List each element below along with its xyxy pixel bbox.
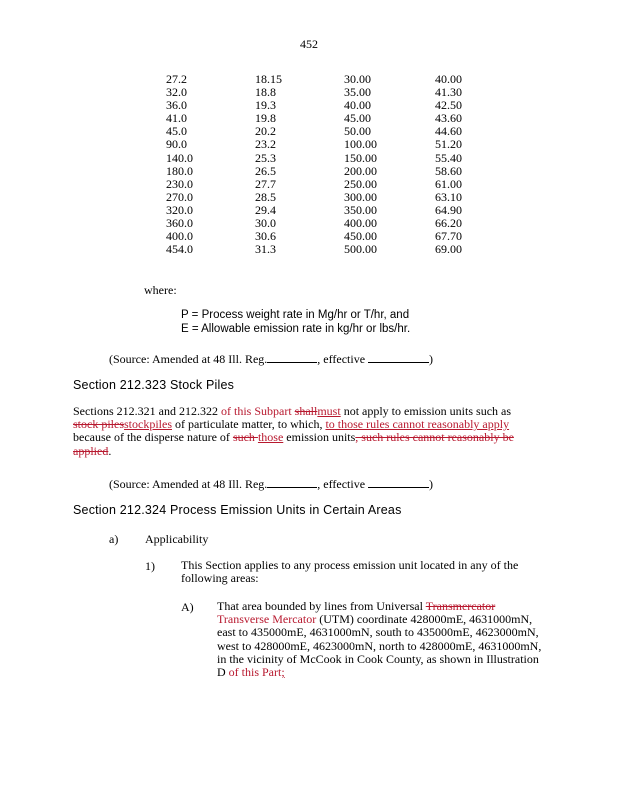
section-323-heading: Section 212.323 Stock Piles — [73, 378, 235, 392]
s323-inserted-must: must — [317, 404, 341, 418]
s323-inserted-rules: to those rules cannot reasonably apply — [325, 417, 510, 432]
item-A-deleted-transmercator: Transmercator — [425, 599, 496, 613]
table-cell: 40.00 — [435, 72, 462, 86]
s323-insert-subpart: of this Subpart — [221, 404, 295, 418]
table-cell: 30.00 — [344, 72, 371, 86]
table-cell: 18.15 — [255, 72, 282, 86]
table-cell: 42.50 — [435, 98, 462, 113]
s323-text-5: emission units — [283, 430, 356, 445]
table-row — [166, 165, 495, 178]
table-cell: 31.3 — [255, 242, 276, 257]
table-cell: 43.60 — [435, 111, 462, 126]
s323-text-6: . — [108, 443, 112, 458]
table-row — [166, 178, 495, 191]
table-cell: 45.0 — [166, 124, 187, 139]
table-cell: 41.0 — [166, 111, 187, 126]
table-cell: 28.5 — [255, 189, 276, 204]
table-cell: 40.00 — [344, 98, 371, 113]
table-cell: 69.00 — [435, 242, 462, 257]
item-a-marker: a) — [109, 532, 119, 546]
section-323-text — [73, 405, 525, 458]
table-cell: 150.00 — [344, 150, 377, 165]
table-row — [166, 191, 495, 204]
table-cell: 41.30 — [435, 85, 462, 100]
item-1-text: This Section applies to any process emission unit located in any of the following areas: — [181, 558, 519, 586]
table-cell: 27.7 — [255, 176, 276, 191]
table-cell: 36.0 — [166, 98, 187, 113]
table-cell: 20.2 — [255, 124, 276, 139]
table-cell: 200.00 — [344, 163, 377, 178]
page-number: 452 — [300, 37, 318, 51]
emission-table — [166, 73, 495, 256]
table-cell: 64.90 — [435, 202, 462, 217]
s323-inserted-stockpiles: stockpiles — [124, 417, 172, 432]
item-A-inserted-of-this-part: of this Part — [228, 665, 282, 680]
table-cell: 63.10 — [435, 189, 462, 204]
table-cell: 360.0 — [166, 216, 193, 231]
table-cell: 400.00 — [344, 216, 377, 231]
s323-deleted-stock-piles: stock piles — [73, 417, 124, 432]
s323-deleted-such: such — [232, 430, 258, 445]
section-324-heading: Section 212.324 Process Emission Units in Certain Areas — [73, 503, 402, 517]
table-cell: 400.0 — [166, 229, 193, 244]
table-cell: 19.3 — [255, 98, 276, 113]
table-cell: 30.6 — [255, 229, 276, 244]
table-cell: 320.0 — [166, 202, 193, 217]
source-middle: , effective — [317, 352, 369, 366]
table-row — [166, 243, 495, 256]
table-cell: 450.00 — [344, 229, 377, 244]
s323-deleted-clause: , such rules cannot reasonably be applied — [73, 430, 514, 458]
source-suffix: ) — [429, 352, 434, 366]
table-cell: 29.4 — [255, 202, 276, 217]
s323-text-4: because of the disperse nature of — [73, 430, 233, 445]
table-cell: 23.2 — [255, 137, 276, 152]
table-cell: 58.60 — [435, 163, 462, 178]
table-cell: 180.0 — [166, 163, 193, 178]
table-cell: 32.0 — [166, 85, 187, 100]
table-cell: 30.0 — [255, 216, 276, 231]
definition-p: P = Process weight rate in Mg/hr or T/hr, and — [181, 309, 410, 321]
table-cell: 55.40 — [435, 150, 462, 165]
table-cell: 35.00 — [344, 85, 371, 100]
table-cell: 250.00 — [344, 176, 377, 191]
table-cell: 90.0 — [166, 137, 187, 152]
table-cell: 100.00 — [344, 137, 377, 152]
item-a-label: Applicability — [145, 532, 209, 546]
s323-deleted-shall: shall — [294, 404, 318, 418]
source-prefix: (Source: Amended at 48 Ill. Reg. — [109, 352, 268, 366]
item-1-marker: 1) — [145, 559, 155, 573]
table-cell: 19.8 — [255, 111, 276, 126]
source-blank-effective — [368, 351, 429, 363]
s323-text-1: Sections 212.321 and 212.322 — [73, 404, 221, 418]
where-label: where: — [144, 283, 177, 297]
table-cell: 454.0 — [166, 242, 193, 257]
source-prefix-2: (Source: Amended at 48 Ill. Reg. — [109, 477, 268, 491]
table-cell: 61.00 — [435, 176, 462, 191]
table-cell: 300.00 — [344, 189, 377, 204]
table-cell: 350.00 — [344, 202, 377, 217]
source-note-2 — [109, 476, 433, 492]
s323-inserted-those: those — [257, 430, 284, 445]
item-A-marker: A) — [181, 600, 194, 614]
table-cell: 140.0 — [166, 150, 193, 165]
source-blank-register-2 — [267, 476, 317, 488]
table-cell: 270.0 — [166, 189, 193, 204]
table-cell: 230.0 — [166, 176, 193, 191]
table-cell: 66.20 — [435, 216, 462, 231]
table-cell: 500.00 — [344, 242, 377, 257]
table-cell: 27.2 — [166, 72, 187, 86]
table-row — [166, 152, 495, 165]
item-A-text-2: (UTM) coordinate 428000mE, 4631000mN, east to 435000mE, 4631000mN, south to 435000mE, 4623000mN, west to 428000mE, 4623000mN, north to 428000mE, 4631000mN, in the vicinity of McCook in Cook County, as shown in Illustration D — [217, 612, 542, 680]
item-A-text-1: That area bounded by lines from Universal — [217, 599, 426, 613]
definition-e: E = Allowable emission rate in kg/hr or lbs/hr. — [181, 323, 411, 335]
table-cell: 50.00 — [344, 124, 371, 139]
table-cell: 26.5 — [255, 163, 276, 178]
table-row — [166, 138, 495, 151]
s323-text-3: of particulate matter, to which, — [172, 417, 326, 432]
table-cell: 18.8 — [255, 85, 276, 100]
table-cell: 67.70 — [435, 229, 462, 244]
source-blank-register — [267, 351, 317, 363]
source-blank-effective-2 — [368, 476, 429, 488]
item-A-text — [217, 600, 547, 679]
s323-text-2: not apply to emission units such as — [340, 404, 512, 418]
table-cell: 44.60 — [435, 124, 462, 139]
item-A-semicolon: ; — [281, 665, 285, 680]
table-cell: 45.00 — [344, 111, 371, 126]
table-cell: 25.3 — [255, 150, 276, 165]
source-note-1 — [109, 351, 433, 367]
source-suffix-2: ) — [429, 477, 434, 491]
item-A-inserted-transverse-mercator: Transverse Mercator — [217, 612, 317, 627]
table-cell: 51.20 — [435, 137, 462, 152]
source-middle-2: , effective — [317, 477, 369, 491]
